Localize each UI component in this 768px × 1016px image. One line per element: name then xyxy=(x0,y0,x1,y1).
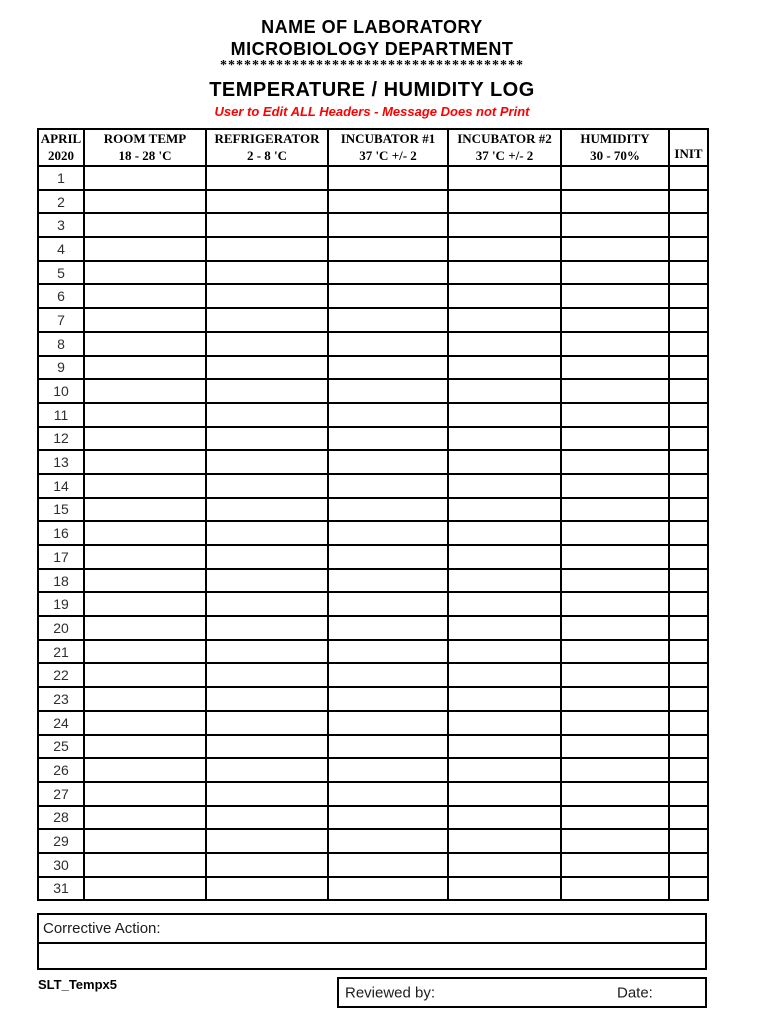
table-row xyxy=(38,213,708,237)
entry-cell-incubator_2[interactable] xyxy=(448,829,561,853)
day-cell: 3 xyxy=(38,213,84,237)
corrective-action-label: Corrective Action: xyxy=(43,920,161,937)
entry-cell-incubator_1[interactable] xyxy=(328,403,448,427)
entry-cell-incubator_2[interactable] xyxy=(448,569,561,593)
entry-cell-room_temp[interactable] xyxy=(84,166,206,190)
entry-cell-room_temp[interactable] xyxy=(84,616,206,640)
table-row xyxy=(38,711,708,735)
entry-cell-room_temp[interactable] xyxy=(84,308,206,332)
entry-cell-incubator_2[interactable] xyxy=(448,237,561,261)
entry-cell-refrigerator[interactable] xyxy=(206,569,328,593)
entry-cell-init[interactable] xyxy=(669,829,708,853)
column-header-date[interactable]: APRIL 2020 xyxy=(38,129,84,166)
entry-cell-init[interactable] xyxy=(669,782,708,806)
entry-cell-room_temp[interactable] xyxy=(84,663,206,687)
table-row xyxy=(38,877,708,901)
day-cell: 16 xyxy=(38,521,84,545)
entry-cell-incubator_1[interactable] xyxy=(328,190,448,214)
entry-cell-incubator_2[interactable] xyxy=(448,190,561,214)
entry-cell-incubator_1[interactable] xyxy=(328,379,448,403)
table-row xyxy=(38,379,708,403)
entry-cell-init[interactable] xyxy=(669,450,708,474)
entry-cell-incubator_2[interactable] xyxy=(448,284,561,308)
entry-cell-incubator_2[interactable] xyxy=(448,806,561,830)
day-cell: 8 xyxy=(38,332,84,356)
edit-headers-note: User to Edit ALL Headers - Message Does not Print xyxy=(214,104,530,119)
day-cell: 25 xyxy=(38,735,84,759)
entry-cell-humidity[interactable] xyxy=(561,166,669,190)
temperature-log-table xyxy=(37,128,709,901)
entry-cell-incubator_1[interactable] xyxy=(328,829,448,853)
table-row xyxy=(38,166,708,190)
entry-cell-refrigerator[interactable] xyxy=(206,166,328,190)
entry-cell-incubator_1[interactable] xyxy=(328,332,448,356)
day-cell: 23 xyxy=(38,687,84,711)
entry-cell-humidity[interactable] xyxy=(561,806,669,830)
entry-cell-init[interactable] xyxy=(669,592,708,616)
entry-cell-room_temp[interactable] xyxy=(84,284,206,308)
table-row xyxy=(38,853,708,877)
entry-cell-refrigerator[interactable] xyxy=(206,213,328,237)
entry-cell-incubator_2[interactable] xyxy=(448,427,561,451)
entry-cell-incubator_1[interactable] xyxy=(328,711,448,735)
entry-cell-incubator_2[interactable] xyxy=(448,403,561,427)
entry-cell-refrigerator[interactable] xyxy=(206,521,328,545)
entry-cell-incubator_2[interactable] xyxy=(448,853,561,877)
entry-cell-humidity[interactable] xyxy=(561,498,669,522)
day-cell: 30 xyxy=(38,853,84,877)
entry-cell-init[interactable] xyxy=(669,427,708,451)
entry-cell-refrigerator[interactable] xyxy=(206,806,328,830)
table-row xyxy=(38,332,708,356)
entry-cell-incubator_2[interactable] xyxy=(448,521,561,545)
entry-cell-init[interactable] xyxy=(669,474,708,498)
entry-cell-humidity[interactable] xyxy=(561,640,669,664)
entry-cell-init[interactable] xyxy=(669,403,708,427)
table-row xyxy=(38,687,708,711)
entry-cell-incubator_2[interactable] xyxy=(448,877,561,901)
column-header-humidity[interactable]: HUMIDITY 30 - 70% xyxy=(561,129,669,166)
entry-cell-incubator_1[interactable] xyxy=(328,498,448,522)
table-row xyxy=(38,498,708,522)
entry-cell-incubator_1[interactable] xyxy=(328,261,448,285)
entry-cell-incubator_2[interactable] xyxy=(448,474,561,498)
entry-cell-humidity[interactable] xyxy=(561,663,669,687)
entry-cell-humidity[interactable] xyxy=(561,521,669,545)
entry-cell-init[interactable] xyxy=(669,877,708,901)
entry-cell-humidity[interactable] xyxy=(561,261,669,285)
table-row xyxy=(38,427,708,451)
day-cell: 15 xyxy=(38,498,84,522)
entry-cell-incubator_1[interactable] xyxy=(328,735,448,759)
entry-cell-incubator_1[interactable] xyxy=(328,640,448,664)
corrective-action-label-row[interactable] xyxy=(39,915,705,944)
entry-cell-room_temp[interactable] xyxy=(84,403,206,427)
entry-cell-incubator_1[interactable] xyxy=(328,450,448,474)
entry-cell-humidity[interactable] xyxy=(561,379,669,403)
entry-cell-humidity[interactable] xyxy=(561,450,669,474)
day-cell: 19 xyxy=(38,592,84,616)
entry-cell-incubator_2[interactable] xyxy=(448,616,561,640)
day-cell: 20 xyxy=(38,616,84,640)
entry-cell-init[interactable] xyxy=(669,545,708,569)
entry-cell-room_temp[interactable] xyxy=(84,427,206,451)
day-cell: 4 xyxy=(38,237,84,261)
entry-cell-refrigerator[interactable] xyxy=(206,640,328,664)
entry-cell-incubator_1[interactable] xyxy=(328,592,448,616)
table-row xyxy=(38,592,708,616)
entry-cell-incubator_2[interactable] xyxy=(448,711,561,735)
entry-cell-refrigerator[interactable] xyxy=(206,877,328,901)
entry-cell-incubator_2[interactable] xyxy=(448,735,561,759)
entry-cell-room_temp[interactable] xyxy=(84,237,206,261)
entry-cell-refrigerator[interactable] xyxy=(206,735,328,759)
entry-cell-refrigerator[interactable] xyxy=(206,190,328,214)
entry-cell-humidity[interactable] xyxy=(561,427,669,451)
entry-cell-humidity[interactable] xyxy=(561,592,669,616)
entry-cell-incubator_1[interactable] xyxy=(328,758,448,782)
entry-cell-incubator_2[interactable] xyxy=(448,782,561,806)
entry-cell-humidity[interactable] xyxy=(561,569,669,593)
entry-cell-incubator_1[interactable] xyxy=(328,687,448,711)
entry-cell-incubator_2[interactable] xyxy=(448,663,561,687)
entry-cell-humidity[interactable] xyxy=(561,403,669,427)
entry-cell-incubator_1[interactable] xyxy=(328,545,448,569)
entry-cell-room_temp[interactable] xyxy=(84,332,206,356)
table-row xyxy=(38,190,708,214)
table-row xyxy=(38,735,708,759)
entry-cell-incubator_2[interactable] xyxy=(448,592,561,616)
entry-cell-refrigerator[interactable] xyxy=(206,308,328,332)
table-row xyxy=(38,616,708,640)
entry-cell-room_temp[interactable] xyxy=(84,521,206,545)
entry-cell-init[interactable] xyxy=(669,758,708,782)
entry-cell-room_temp[interactable] xyxy=(84,545,206,569)
entry-cell-humidity[interactable] xyxy=(561,213,669,237)
entry-cell-humidity[interactable] xyxy=(561,877,669,901)
entry-cell-init[interactable] xyxy=(669,308,708,332)
table-row xyxy=(38,308,708,332)
entry-cell-incubator_2[interactable] xyxy=(448,545,561,569)
lab-name: NAME OF LABORATORY xyxy=(261,17,483,37)
entry-cell-init[interactable] xyxy=(669,853,708,877)
entry-cell-refrigerator[interactable] xyxy=(206,829,328,853)
table-row xyxy=(38,782,708,806)
entry-cell-humidity[interactable] xyxy=(561,735,669,759)
entry-cell-refrigerator[interactable] xyxy=(206,237,328,261)
table-row xyxy=(38,640,708,664)
day-cell: 2 xyxy=(38,190,84,214)
entry-cell-init[interactable] xyxy=(669,379,708,403)
day-cell: 10 xyxy=(38,379,84,403)
separator-asterisks: ************************************** xyxy=(220,58,524,73)
day-cell: 12 xyxy=(38,427,84,451)
day-cell: 22 xyxy=(38,663,84,687)
entry-cell-refrigerator[interactable] xyxy=(206,403,328,427)
reviewed-by-label: Reviewed by: xyxy=(345,984,436,1001)
entry-cell-incubator_1[interactable] xyxy=(328,782,448,806)
entry-cell-incubator_2[interactable] xyxy=(448,356,561,380)
entry-cell-incubator_2[interactable] xyxy=(448,332,561,356)
entry-cell-incubator_2[interactable] xyxy=(448,450,561,474)
table-row xyxy=(38,474,708,498)
entry-cell-room_temp[interactable] xyxy=(84,829,206,853)
table-row xyxy=(38,403,708,427)
entry-cell-room_temp[interactable] xyxy=(84,711,206,735)
entry-cell-room_temp[interactable] xyxy=(84,498,206,522)
entry-cell-refrigerator[interactable] xyxy=(206,687,328,711)
page-title: TEMPERATURE / HUMIDITY LOG xyxy=(209,79,535,101)
entry-cell-humidity[interactable] xyxy=(561,711,669,735)
entry-cell-incubator_1[interactable] xyxy=(328,237,448,261)
corrective-action-entry[interactable] xyxy=(39,944,705,968)
entry-cell-incubator_1[interactable] xyxy=(328,284,448,308)
entry-cell-room_temp[interactable] xyxy=(84,853,206,877)
entry-cell-room_temp[interactable] xyxy=(84,474,206,498)
day-cell: 24 xyxy=(38,711,84,735)
table-row xyxy=(38,521,708,545)
table-row xyxy=(38,261,708,285)
entry-cell-init[interactable] xyxy=(669,332,708,356)
entry-cell-room_temp[interactable] xyxy=(84,569,206,593)
entry-cell-init[interactable] xyxy=(669,356,708,380)
entry-cell-room_temp[interactable] xyxy=(84,640,206,664)
entry-cell-incubator_1[interactable] xyxy=(328,474,448,498)
entry-cell-humidity[interactable] xyxy=(561,545,669,569)
entry-cell-incubator_1[interactable] xyxy=(328,166,448,190)
entry-cell-init[interactable] xyxy=(669,616,708,640)
table-row xyxy=(38,237,708,261)
table-row xyxy=(38,545,708,569)
entry-cell-init[interactable] xyxy=(669,190,708,214)
entry-cell-room_temp[interactable] xyxy=(84,806,206,830)
entry-cell-refrigerator[interactable] xyxy=(206,663,328,687)
entry-cell-refrigerator[interactable] xyxy=(206,711,328,735)
day-cell: 21 xyxy=(38,640,84,664)
entry-cell-humidity[interactable] xyxy=(561,758,669,782)
log-table-head-row xyxy=(38,129,708,166)
entry-cell-init[interactable] xyxy=(669,806,708,830)
entry-cell-init[interactable] xyxy=(669,237,708,261)
entry-cell-room_temp[interactable] xyxy=(84,213,206,237)
entry-cell-refrigerator[interactable] xyxy=(206,332,328,356)
entry-cell-incubator_1[interactable] xyxy=(328,213,448,237)
entry-cell-humidity[interactable] xyxy=(561,356,669,380)
entry-cell-humidity[interactable] xyxy=(561,853,669,877)
entry-cell-humidity[interactable] xyxy=(561,190,669,214)
entry-cell-humidity[interactable] xyxy=(561,308,669,332)
entry-cell-room_temp[interactable] xyxy=(84,261,206,285)
entry-cell-humidity[interactable] xyxy=(561,332,669,356)
entry-cell-room_temp[interactable] xyxy=(84,356,206,380)
entry-cell-init[interactable] xyxy=(669,166,708,190)
entry-cell-refrigerator[interactable] xyxy=(206,379,328,403)
entry-cell-incubator_1[interactable] xyxy=(328,663,448,687)
entry-cell-incubator_1[interactable] xyxy=(328,877,448,901)
day-cell: 27 xyxy=(38,782,84,806)
entry-cell-init[interactable] xyxy=(669,711,708,735)
entry-cell-incubator_1[interactable] xyxy=(328,806,448,830)
day-cell: 29 xyxy=(38,829,84,853)
entry-cell-refrigerator[interactable] xyxy=(206,261,328,285)
entry-cell-incubator_2[interactable] xyxy=(448,498,561,522)
table-row xyxy=(38,758,708,782)
day-cell: 6 xyxy=(38,284,84,308)
entry-cell-room_temp[interactable] xyxy=(84,592,206,616)
table-row xyxy=(38,356,708,380)
entry-cell-room_temp[interactable] xyxy=(84,190,206,214)
table-row xyxy=(38,450,708,474)
entry-cell-room_temp[interactable] xyxy=(84,687,206,711)
entry-cell-incubator_2[interactable] xyxy=(448,261,561,285)
entry-cell-room_temp[interactable] xyxy=(84,735,206,759)
entry-cell-refrigerator[interactable] xyxy=(206,545,328,569)
review-box[interactable] xyxy=(337,977,707,1008)
day-cell: 5 xyxy=(38,261,84,285)
entry-cell-room_temp[interactable] xyxy=(84,877,206,901)
column-header-incubator_2[interactable]: INCUBATOR #2 37 'C +/- 2 xyxy=(448,129,561,166)
entry-cell-refrigerator[interactable] xyxy=(206,450,328,474)
day-cell: 13 xyxy=(38,450,84,474)
entry-cell-incubator_1[interactable] xyxy=(328,616,448,640)
day-cell: 1 xyxy=(38,166,84,190)
entry-cell-humidity[interactable] xyxy=(561,616,669,640)
entry-cell-init[interactable] xyxy=(669,498,708,522)
entry-cell-incubator_1[interactable] xyxy=(328,521,448,545)
entry-cell-humidity[interactable] xyxy=(561,237,669,261)
entry-cell-init[interactable] xyxy=(669,213,708,237)
entry-cell-refrigerator[interactable] xyxy=(206,284,328,308)
day-cell: 14 xyxy=(38,474,84,498)
entry-cell-room_temp[interactable] xyxy=(84,450,206,474)
entry-cell-refrigerator[interactable] xyxy=(206,782,328,806)
entry-cell-refrigerator[interactable] xyxy=(206,356,328,380)
entry-cell-incubator_1[interactable] xyxy=(328,569,448,593)
day-cell: 26 xyxy=(38,758,84,782)
entry-cell-room_temp[interactable] xyxy=(84,379,206,403)
entry-cell-incubator_2[interactable] xyxy=(448,308,561,332)
entry-cell-humidity[interactable] xyxy=(561,474,669,498)
entry-cell-init[interactable] xyxy=(669,284,708,308)
entry-cell-init[interactable] xyxy=(669,663,708,687)
entry-cell-refrigerator[interactable] xyxy=(206,474,328,498)
entry-cell-humidity[interactable] xyxy=(561,284,669,308)
day-cell: 31 xyxy=(38,877,84,901)
department-name: MICROBIOLOGY DEPARTMENT xyxy=(230,39,514,59)
entry-cell-init[interactable] xyxy=(669,687,708,711)
entry-cell-incubator_2[interactable] xyxy=(448,758,561,782)
entry-cell-incubator_2[interactable] xyxy=(448,379,561,403)
table-row xyxy=(38,663,708,687)
entry-cell-refrigerator[interactable] xyxy=(206,853,328,877)
day-cell: 17 xyxy=(38,545,84,569)
entry-cell-humidity[interactable] xyxy=(561,782,669,806)
entry-cell-incubator_1[interactable] xyxy=(328,427,448,451)
date-label: Date: xyxy=(617,984,653,1001)
table-row xyxy=(38,806,708,830)
day-cell: 9 xyxy=(38,356,84,380)
day-cell: 7 xyxy=(38,308,84,332)
entry-cell-incubator_2[interactable] xyxy=(448,213,561,237)
entry-cell-incubator_2[interactable] xyxy=(448,166,561,190)
entry-cell-incubator_1[interactable] xyxy=(328,356,448,380)
entry-cell-init[interactable] xyxy=(669,569,708,593)
entry-cell-room_temp[interactable] xyxy=(84,782,206,806)
day-cell: 28 xyxy=(38,806,84,830)
entry-cell-incubator_2[interactable] xyxy=(448,640,561,664)
entry-cell-init[interactable] xyxy=(669,521,708,545)
table-row xyxy=(38,284,708,308)
entry-cell-refrigerator[interactable] xyxy=(206,427,328,451)
entry-cell-init[interactable] xyxy=(669,640,708,664)
form-id: SLT_Tempx5 xyxy=(38,977,117,992)
column-header-incubator_1[interactable]: INCUBATOR #1 37 'C +/- 2 xyxy=(328,129,448,166)
entry-cell-init[interactable] xyxy=(669,735,708,759)
entry-cell-incubator_2[interactable] xyxy=(448,687,561,711)
entry-cell-room_temp[interactable] xyxy=(84,758,206,782)
corrective-action-box xyxy=(37,913,707,970)
entry-cell-refrigerator[interactable] xyxy=(206,592,328,616)
entry-cell-incubator_1[interactable] xyxy=(328,308,448,332)
entry-cell-humidity[interactable] xyxy=(561,687,669,711)
column-header-init[interactable]: INIT xyxy=(669,129,708,166)
entry-cell-init[interactable] xyxy=(669,261,708,285)
entry-cell-refrigerator[interactable] xyxy=(206,498,328,522)
column-header-room_temp[interactable]: ROOM TEMP 18 - 28 'C xyxy=(84,129,206,166)
entry-cell-incubator_1[interactable] xyxy=(328,853,448,877)
table-row xyxy=(38,829,708,853)
entry-cell-refrigerator[interactable] xyxy=(206,616,328,640)
entry-cell-refrigerator[interactable] xyxy=(206,758,328,782)
day-cell: 11 xyxy=(38,403,84,427)
day-cell: 18 xyxy=(38,569,84,593)
column-header-refrigerator[interactable]: REFRIGERATOR 2 - 8 'C xyxy=(206,129,328,166)
entry-cell-humidity[interactable] xyxy=(561,829,669,853)
table-row xyxy=(38,569,708,593)
